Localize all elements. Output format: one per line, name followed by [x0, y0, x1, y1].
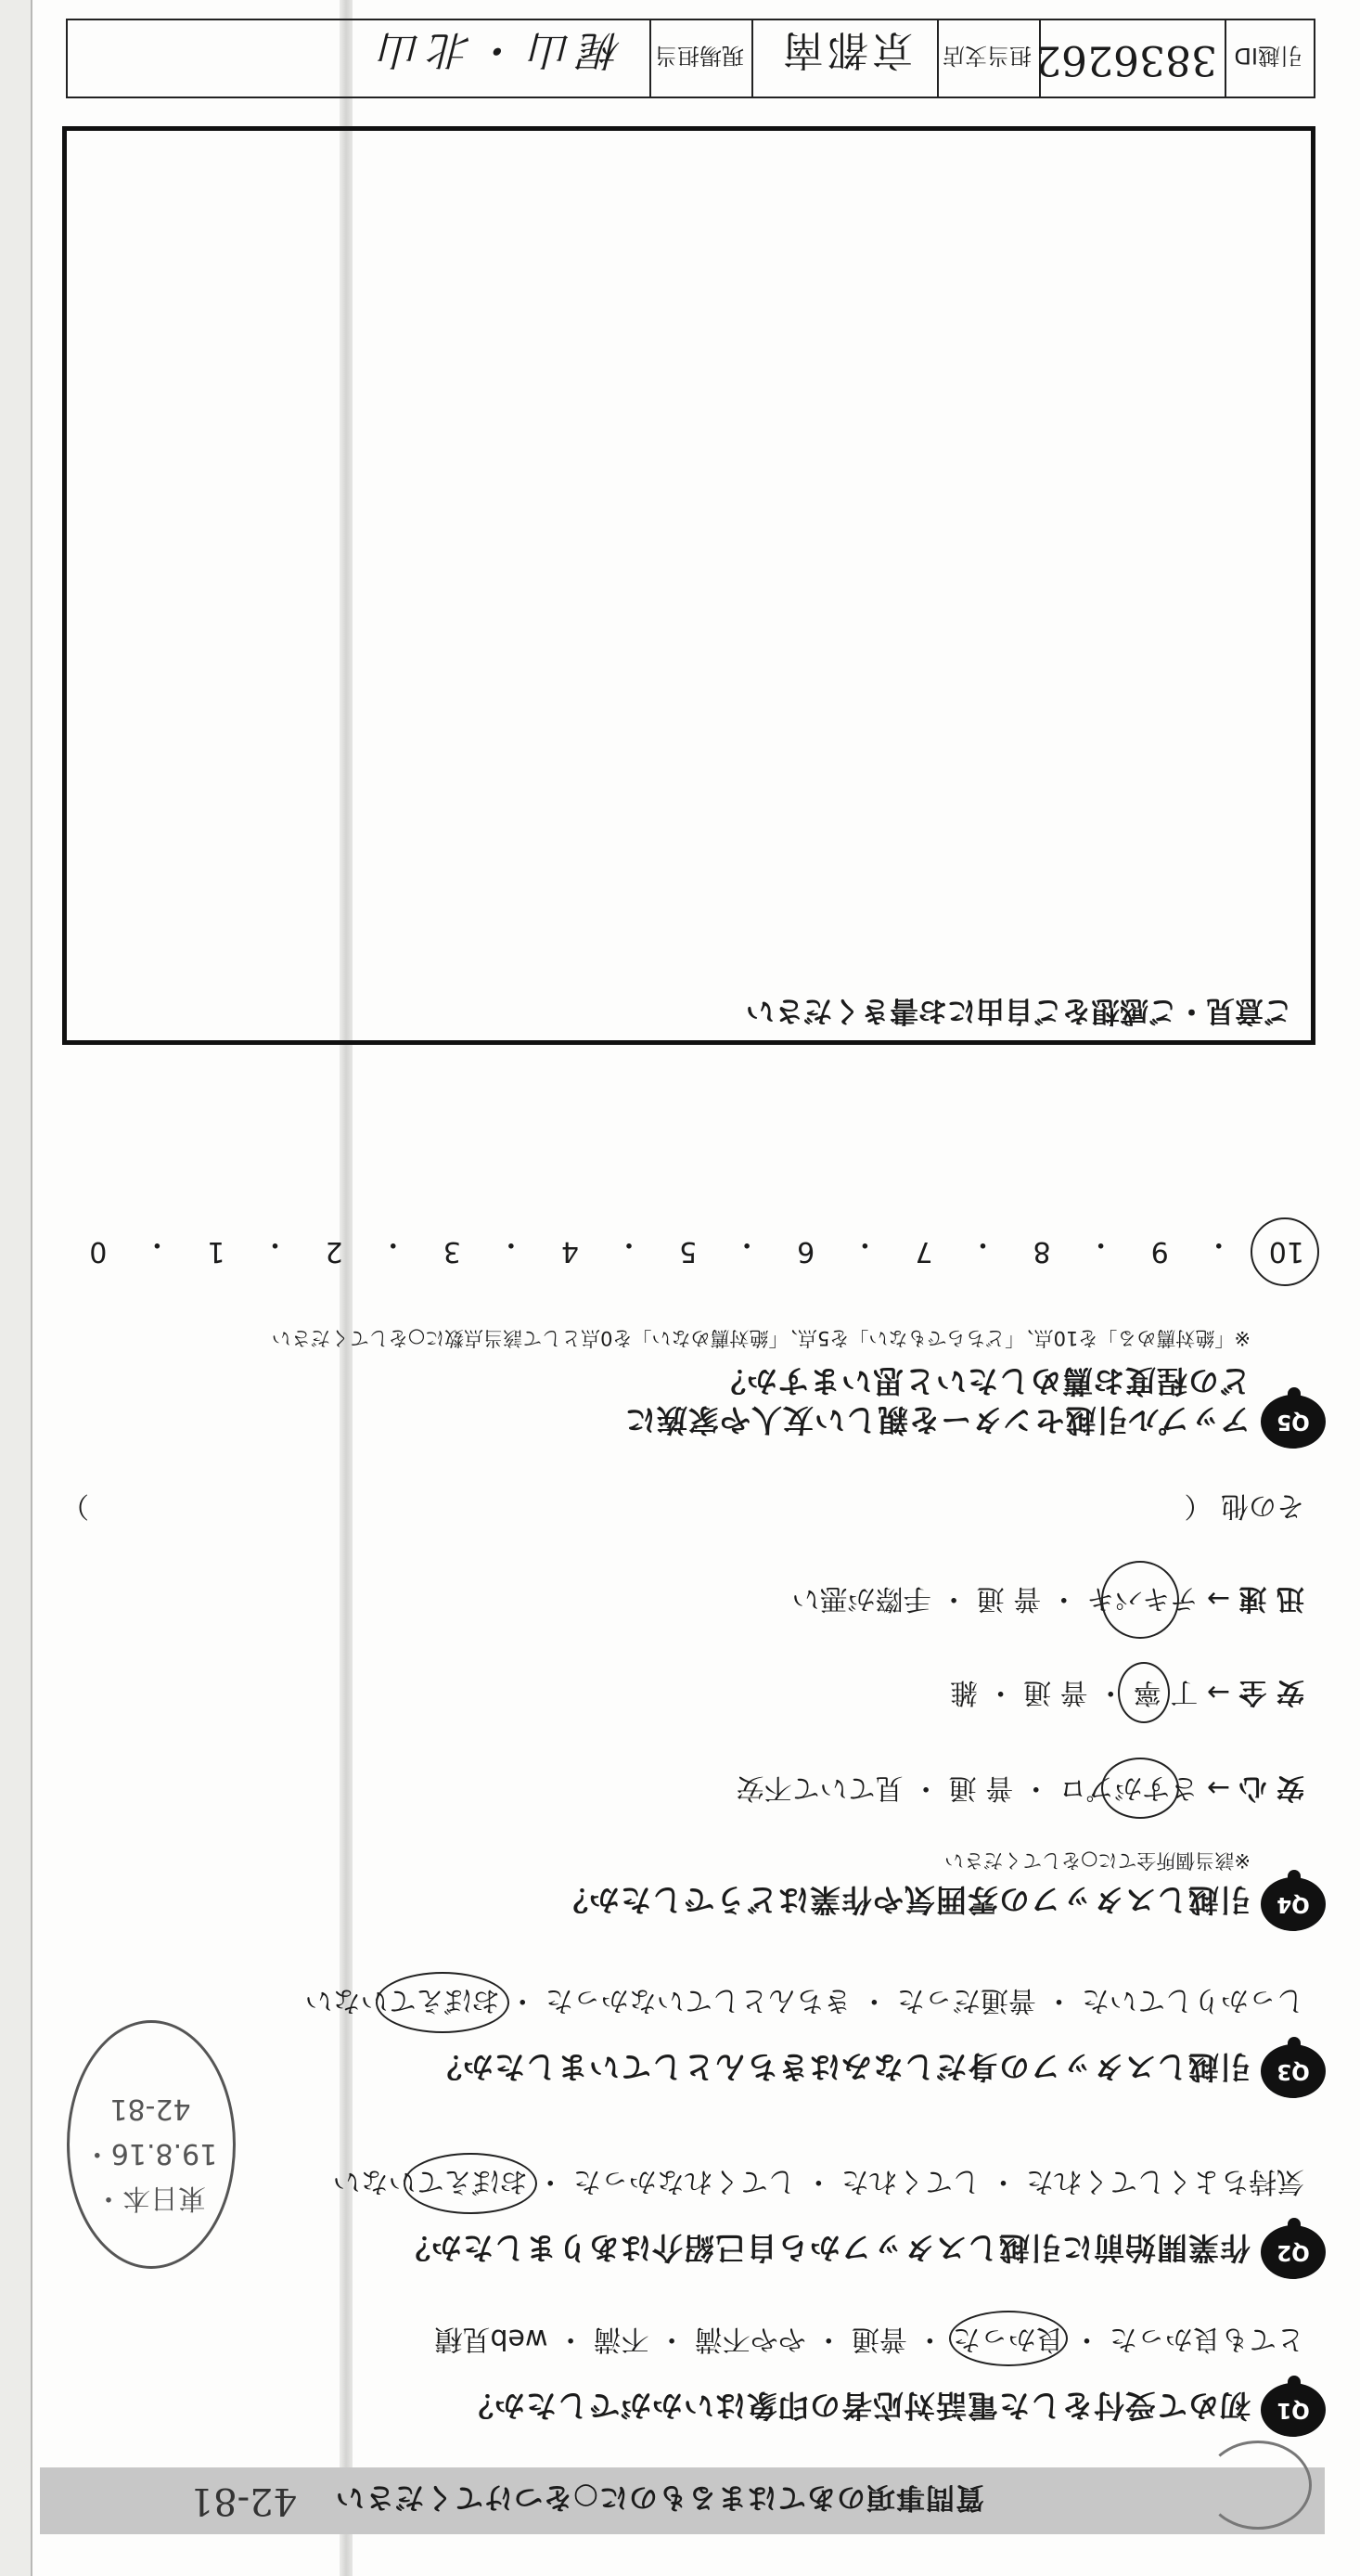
- branch-value: 京都南: [779, 26, 913, 73]
- q4-other-close: ）: [61, 1489, 89, 1522]
- branch-value-cell: [751, 20, 937, 97]
- q2-option[interactable]: 気持ちよくしてくれた: [1026, 2165, 1304, 2197]
- branch-label-cell: [937, 20, 1039, 97]
- q4-option[interactable]: 見ていて不安: [736, 1771, 904, 1804]
- leader-value-cell: [66, 20, 649, 97]
- q5-note: ※「絶対薦める」を10点、「どちらでもない」を5点、「絶対薦めない」を0点として該当点数に○をしてください: [271, 1327, 1251, 1349]
- score-option[interactable]: 3: [443, 1235, 461, 1268]
- q1-option[interactable]: web見積: [434, 2323, 548, 2355]
- id-value: 3836262: [1035, 36, 1217, 84]
- q3-options[interactable]: しっかりしていた ・ 普通だった ・ きちんとしていなかった ・ おぼえていない: [305, 1983, 1304, 2024]
- q5-line2: どの程度お薦めしたいと思いますか？: [714, 1363, 1251, 1399]
- receipt-code: 42-81: [189, 2479, 297, 2522]
- arrow-icon: →: [1206, 1676, 1230, 1708]
- paper-edge: [0, 0, 32, 2576]
- q4-row-anzen[interactable]: 安 全 → 丁 寧 ・ 普 通 ・ 雑: [950, 1675, 1304, 1716]
- q4-option[interactable]: 丁 寧: [1134, 1676, 1199, 1708]
- branch-label: 担当支店: [943, 43, 1032, 69]
- answer-circle: [1101, 1561, 1179, 1639]
- q4-row-label: 迅 速: [1238, 1582, 1304, 1615]
- q3-option[interactable]: 普通だった: [896, 1984, 1036, 2016]
- score-option[interactable]: 0: [89, 1235, 108, 1268]
- comment-box[interactable]: [62, 126, 1315, 1045]
- leader-value: 梶山・北山: [371, 26, 622, 73]
- score-option[interactable]: 2: [325, 1235, 343, 1268]
- q3-option[interactable]: きちんとしていなかった: [545, 1984, 852, 2016]
- leader-label: 現場担当: [655, 43, 744, 69]
- q4-option[interactable]: 普 通: [976, 1582, 1042, 1615]
- answer-circle: [1101, 1758, 1179, 1819]
- q1-option[interactable]: やや不満: [694, 2323, 806, 2355]
- answer-circle: [1118, 1662, 1170, 1723]
- q4-row-anshin[interactable]: 安 心 → さすがプロ ・ 普 通 ・ 見ていて不安: [737, 1771, 1304, 1811]
- answer-circle: [949, 2311, 1068, 2366]
- q1-option[interactable]: 不満: [593, 2323, 649, 2355]
- stamp-mark: [1204, 2441, 1312, 2530]
- leader-label-cell: [649, 20, 751, 97]
- score-option[interactable]: 5: [679, 1235, 698, 1268]
- section-header-text: 質問事項のあてはまるものに○をつけてください: [334, 2480, 984, 2515]
- q5-scale[interactable]: 10 ・ 9 ・ 8 ・ 7 ・ 6 ・ 5 ・ 4 ・ 3 ・ 2 ・ 1 ・ 0: [89, 1227, 1304, 1268]
- answer-circle: [1251, 1217, 1319, 1286]
- id-table: [66, 19, 1315, 98]
- q1-option[interactable]: 普通: [851, 2323, 907, 2355]
- score-option[interactable]: 10: [1269, 1227, 1304, 1268]
- q3-text: 引越しスタッフの身だしなみはきちんとしていましたか？: [430, 2049, 1251, 2085]
- q3-badge: Q3: [1261, 2044, 1326, 2098]
- q1-text: 初めて受付をした電話対応者の印象はいかがでしたか？: [462, 2388, 1251, 2424]
- q4-row-label: 安 心: [1238, 1771, 1304, 1804]
- comment-label: ご意見・ご感想をご自由にお書きください: [746, 994, 1292, 1027]
- score-option[interactable]: 9: [1150, 1235, 1169, 1268]
- q1-options[interactable]: とても良かった ・ 良かった ・ 普通 ・ やや不満 ・ 不満 ・ web見積: [434, 2322, 1304, 2363]
- score-option[interactable]: 7: [915, 1235, 933, 1268]
- score-option[interactable]: 8: [1033, 1235, 1051, 1268]
- q2-badge: Q2: [1261, 2225, 1326, 2279]
- q3-option[interactable]: しっかりしていた: [1082, 1984, 1304, 2016]
- q3-option[interactable]: おぼえていない: [305, 1984, 500, 2016]
- q5-line1: アップル引越センターを親しい友人や家族に: [623, 1402, 1251, 1438]
- q4-option[interactable]: 手際が悪い: [791, 1582, 931, 1615]
- q4-option[interactable]: さすがプロ: [1058, 1771, 1198, 1804]
- q4-option[interactable]: 普 通: [1023, 1676, 1088, 1708]
- score-option[interactable]: 1: [207, 1235, 225, 1268]
- q4-option[interactable]: テキパキ: [1086, 1582, 1198, 1615]
- q1-badge: Q1: [1261, 2383, 1326, 2437]
- q4-option[interactable]: 普 通: [948, 1771, 1014, 1804]
- id-value-cell: [1035, 20, 1225, 97]
- id-label: 引越ID: [1234, 43, 1302, 69]
- q4-note: ※該当個所全てに○をしてください: [944, 1849, 1251, 1872]
- q1-option[interactable]: 良かった: [953, 2323, 1064, 2355]
- answer-circle: [376, 1972, 509, 2033]
- postmark: [67, 2020, 236, 2269]
- q5-badge: Q5: [1261, 1395, 1326, 1449]
- q4-other-label: その他 （: [1184, 1489, 1304, 1522]
- q4-option[interactable]: 雑: [950, 1676, 979, 1708]
- q2-text: 作業開始前に引越しスタッフから自己紹介はありましたか？: [399, 2230, 1251, 2266]
- q4-row-jinsoku[interactable]: 迅 速 → テキパキ ・ 普 通 ・ 手際が悪い: [792, 1581, 1304, 1622]
- q4-badge: Q4: [1261, 1877, 1326, 1931]
- q2-option[interactable]: してくれた: [840, 2165, 981, 2197]
- answer-circle: [404, 2153, 537, 2214]
- q1-option[interactable]: とても良かった: [1110, 2323, 1304, 2355]
- arrow-icon: →: [1206, 1582, 1230, 1615]
- q2-option[interactable]: おぼえていない: [333, 2165, 528, 2197]
- q2-options[interactable]: 気持ちよくしてくれた ・ してくれた ・ してくれなかった ・ おぼえていない: [333, 2164, 1304, 2205]
- postmark-text: 東日本・19.8.16・42-81: [83, 2093, 218, 2214]
- id-label-cell: [1225, 20, 1314, 97]
- score-option[interactable]: 6: [797, 1235, 815, 1268]
- score-option[interactable]: 4: [560, 1235, 579, 1268]
- q2-option[interactable]: してくれなかった: [572, 2165, 796, 2197]
- q4-text: 引越しスタッフの雰囲気や作業はどうでしたか？: [557, 1882, 1251, 1918]
- q4-row-label: 安 全: [1238, 1676, 1304, 1708]
- arrow-icon: →: [1206, 1771, 1230, 1804]
- section-header: [40, 2467, 1325, 2534]
